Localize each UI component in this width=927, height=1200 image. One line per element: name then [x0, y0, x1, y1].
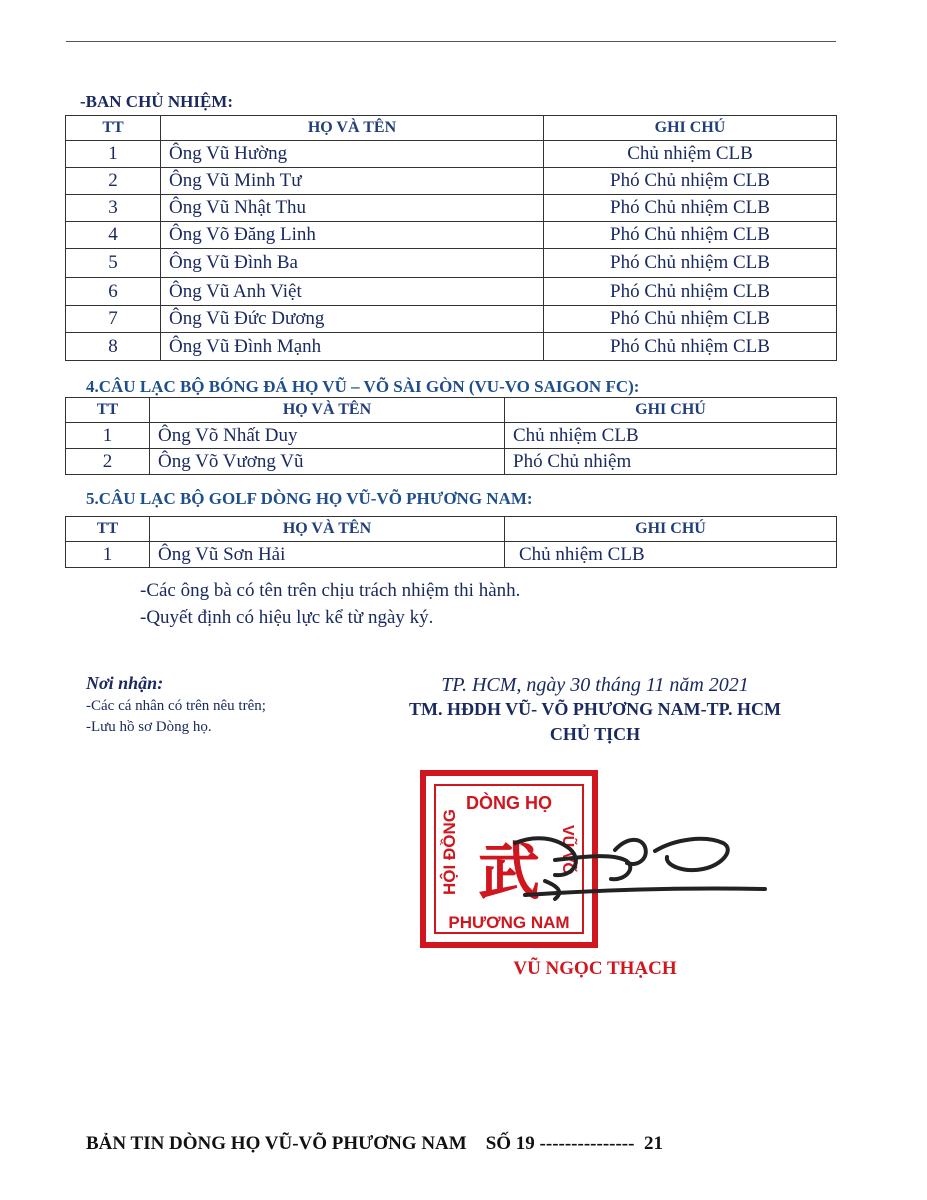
row-number: 3 [66, 195, 161, 222]
member-name: Ông Vũ Anh Việt [161, 278, 544, 306]
table-row [66, 278, 837, 306]
seal-right-text: VŨ VÕ [559, 825, 576, 875]
table-row [66, 449, 837, 475]
column-header-tt: TT [66, 517, 150, 542]
member-name: Ông Vũ Đức Dương [161, 306, 544, 333]
signature-role: CHỦ TỊCH [549, 724, 641, 744]
seal-left-text: HỘI ĐỒNG [440, 809, 459, 895]
football-table [65, 397, 837, 475]
table-row [66, 333, 837, 361]
table-row [66, 423, 837, 449]
signer-name: VŨ NGỌC THẠCH [513, 958, 677, 979]
table-row [66, 249, 837, 278]
table-row [66, 542, 837, 568]
recipient-item: -Các cá nhân có trên nêu trên; [86, 698, 266, 714]
signature-org: TM. HĐDH VŨ- VÕ PHƯƠNG NAM-TP. HCM [409, 699, 781, 719]
member-role: Phó Chủ nhiệm CLB [544, 278, 837, 306]
official-seal [405, 765, 785, 960]
member-name: Ông Vũ Hường [161, 141, 544, 168]
footer-text: BẢN TIN DÒNG HỌ VŨ-VÕ PHƯƠNG NAM SỐ 19 --------------- 21 [86, 1133, 663, 1154]
top-rule [66, 41, 836, 42]
member-name: Ông Vũ Đình Mạnh [161, 333, 544, 361]
section-title-golf: 5.CÂU LẠC BỘ GOLF DÒNG HỌ VŨ-VÕ PHƯƠNG NAM: [86, 489, 533, 508]
member-role: Phó Chủ nhiệm CLB [544, 306, 837, 333]
table-header-row [66, 517, 837, 542]
row-number: 6 [66, 278, 161, 306]
member-role: Chủ nhiệm CLB [544, 141, 837, 168]
row-number: 4 [66, 222, 161, 249]
table-row [66, 222, 837, 249]
member-name: Ông Võ Nhất Duy [150, 423, 505, 449]
row-number: 1 [66, 423, 150, 449]
member-role: Phó Chủ nhiệm CLB [544, 333, 837, 361]
closing-line-1: -Các ông bà có tên trên chịu trách nhiệm thi hành. [140, 580, 521, 601]
handwritten-signature [515, 838, 765, 899]
recipient-item: -Lưu hồ sơ Dòng họ. [86, 719, 212, 735]
row-number: 8 [66, 333, 161, 361]
member-name: Ông Võ Đăng Linh [161, 222, 544, 249]
member-role: Phó Chủ nhiệm CLB [544, 249, 837, 278]
column-header-tt: TT [66, 116, 161, 141]
recipients-title: Nơi nhận: [86, 673, 164, 693]
member-name: Ông Vũ Đình Ba [161, 249, 544, 278]
column-header-name: HỌ VÀ TÊN [150, 517, 505, 542]
row-number: 7 [66, 306, 161, 333]
member-role: Phó Chủ nhiệm [505, 449, 837, 475]
row-number: 2 [66, 168, 161, 195]
row-number: 5 [66, 249, 161, 278]
section-title-football: 4.CÂU LẠC BỘ BÓNG ĐÁ HỌ VŨ – VÕ SÀI GÒN (VU-VO SAIGON FC): [86, 377, 640, 396]
column-header-name: HỌ VÀ TÊN [150, 398, 505, 423]
column-header-note: GHI CHÚ [544, 116, 837, 141]
member-role: Chủ nhiệm CLB [505, 423, 837, 449]
table-row [66, 141, 837, 168]
member-name: Ông Vũ Minh Tư [161, 168, 544, 195]
column-header-tt: TT [66, 398, 150, 423]
closing-line-2: -Quyết định có hiệu lực kể từ ngày ký. [140, 607, 434, 628]
row-number: 2 [66, 449, 150, 475]
place-date: TP. HCM, ngày 30 tháng 11 năm 2021 [441, 674, 749, 696]
table-header-row [66, 116, 837, 141]
seal-top-text: DÒNG HỌ [465, 793, 553, 813]
table-header-row [66, 398, 837, 423]
member-name: Ông Võ Vương Vũ [150, 449, 505, 475]
member-role: Chủ nhiệm CLB [505, 542, 837, 568]
column-header-name: HỌ VÀ TÊN [161, 116, 544, 141]
table-row [66, 168, 837, 195]
member-role: Phó Chủ nhiệm CLB [544, 195, 837, 222]
member-name: Ông Vũ Sơn Hải [150, 542, 505, 568]
column-header-note: GHI CHÚ [505, 398, 837, 423]
column-header-note: GHI CHÚ [505, 517, 837, 542]
row-number: 1 [66, 542, 150, 568]
section-title-board: -BAN CHỦ NHIỆM: [80, 92, 233, 111]
board-table [65, 115, 837, 361]
member-role: Phó Chủ nhiệm CLB [544, 168, 837, 195]
member-name: Ông Vũ Nhật Thu [161, 195, 544, 222]
member-role: Phó Chủ nhiệm CLB [544, 222, 837, 249]
seal-center-glyph: 武 [477, 835, 541, 908]
table-row [66, 306, 837, 333]
row-number: 1 [66, 141, 161, 168]
golf-table [65, 516, 837, 568]
table-row [66, 195, 837, 222]
seal-bottom-text: PHƯƠNG NAM [448, 913, 570, 932]
